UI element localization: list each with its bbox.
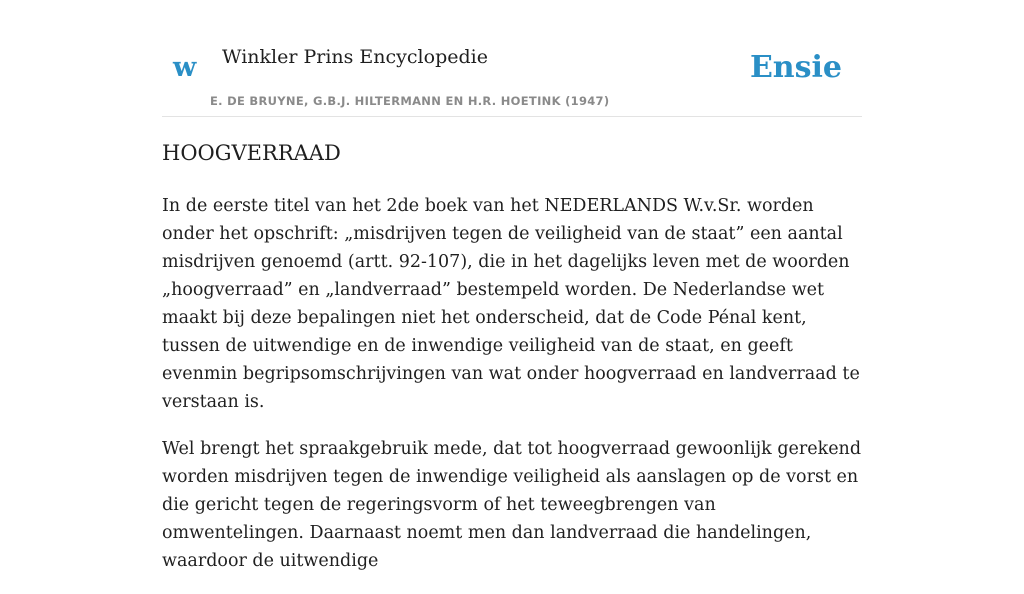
article-paragraph: In de eerste titel van het 2de boek van het NEDERLANDS W.v.Sr. worden onder het opschrift: „misdrijven tegen de veiligheid van de staat” een aantal misdrijven genoemd (artt. 92-107), die in het dagelijks leven met de woorden „hoogverraad” en „landverraad” bestempeld worden. De Nederlandse wet maakt bij deze bepalingen niet het onderscheid, dat de Code Pénal kent, tussen de uitwendige en de inwendige veiligheid van de staat, en geeft evenmin begripsomschrijvingen van wat onder hoogverraad en landverraad te verstaan is.: [162, 196, 860, 412]
article-body: [162, 192, 862, 594]
ensie-logo-link[interactable]: Ensie: [749, 50, 842, 85]
article-paragraph: Wel brengt het spraakgebruik mede, dat tot hoogverraad gewoonlijk gerekend worden misdrijven tegen de inwendige veiligheid als aanslagen op de vorst en die gericht tegen de regeringsvorm of het teweegbrengen van omwentelingen. Daarnaast noemt men dan landverraad die handelingen, waardoor de uitwendige: [162, 439, 862, 571]
article-title: HOOGVERRAAD: [162, 141, 341, 165]
site-header: [162, 0, 862, 117]
authors-line: E. DE BRUYNE, G.B.J. HILTERMANN EN H.R. HOETINK (1947): [210, 94, 610, 108]
site-title[interactable]: Winkler Prins Encyclopedie: [222, 46, 488, 68]
winkler-prins-logo[interactable]: w: [173, 52, 197, 83]
